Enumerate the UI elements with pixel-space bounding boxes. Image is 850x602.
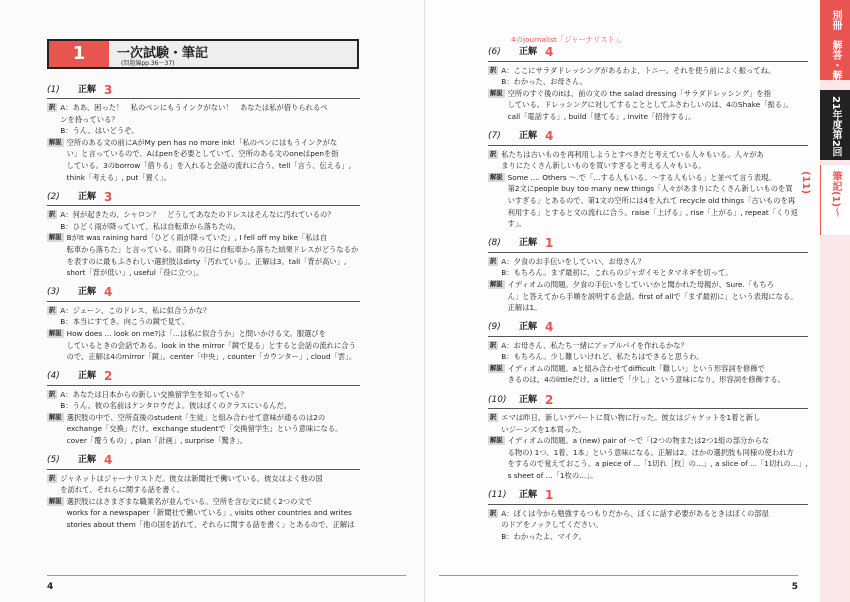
question-number: (9) (488, 322, 501, 333)
question-number: (5) (47, 455, 60, 466)
question-block (47, 190, 360, 286)
explanation-text (67, 232, 360, 278)
explanation-text-line: ので、正解は4のmirror「鏡」。center「中央」, counter「カウンター」, cloud「雲」。 (66, 352, 357, 362)
explanation-text-line: 空所のすぐ後のitは、前の文の the salad dressing「サラダドレッシング」を指 (507, 88, 771, 98)
chapter-number: 1 (49, 41, 109, 67)
translation-row (488, 65, 808, 88)
translation-text-line: A：ああ、困った！ 私のペンにもうインクがない！ あなたは私が借りられるペ (60, 103, 328, 112)
translation-row (47, 473, 360, 496)
question-header (47, 83, 360, 99)
answer-number: 4 (545, 45, 554, 60)
explanation-text-line: cover「覆うもの」, plan「計画」, surprise「驚き」。 (66, 436, 248, 446)
explanation-row (488, 279, 808, 314)
question-block (488, 46, 808, 130)
explanation-text-line: exchange「交換」だけ。exchange studentで「交換留学生」という意味になる。 (66, 424, 343, 434)
translation-text-line: A：ぼくは今から勉強するつもりだから、ぼくに話す必要があるときはぼくの部屋 (501, 508, 769, 518)
translation-text (60, 102, 360, 137)
explanation-tag: 解説 (490, 280, 503, 288)
translation-tag: 訳 (490, 257, 497, 265)
right-column (488, 34, 808, 549)
explanation-text (508, 363, 808, 386)
question-block (488, 393, 808, 489)
chapter-header (47, 39, 359, 69)
spacer (47, 447, 360, 454)
answer-number: 4 (104, 285, 113, 300)
explanation-text (508, 435, 808, 481)
translation-row (488, 412, 808, 435)
translation-row (47, 389, 360, 412)
explanation-tag: 解説 (490, 89, 503, 97)
translation-text-line: A：お母さん、私たち一緒にアップルパイを作れるかな？ (501, 340, 688, 350)
question-number: (3) (47, 287, 60, 298)
explanation-text-line: Some .... Others 〜.で「…する人もいる。〜する人もいる」と並べて言う表現。 (507, 172, 776, 182)
explanation-row (488, 363, 808, 386)
translation-row (488, 340, 808, 363)
answer-number: 4 (104, 453, 113, 468)
answer-number: 4 (545, 129, 554, 144)
explanation-text-line: 第2文にpeople buy too many new things「人々があまりにたくさん新しいものを買 (507, 184, 793, 194)
explanation-text-line: How does ... look on me?は「…は私に似合うか」と問いかける文。服選びを (66, 328, 327, 338)
question-number: (7) (488, 131, 501, 142)
question-block (47, 370, 360, 454)
translation-tag: 訳 (49, 390, 56, 398)
chapter-title: 一次試験・筆記 (117, 46, 209, 61)
question-block (488, 489, 808, 550)
translation-row (47, 102, 360, 137)
translation-text-line: A：ここにサラダドレッシングがあるわよ、トニー。それを使う前によく振ってね。 (501, 65, 776, 75)
answer-label: 正解 (78, 191, 97, 202)
question-block (488, 130, 808, 237)
footer-rule (47, 575, 406, 576)
explanation-row (47, 412, 360, 447)
translation-text-line: のドアをノックしてください。 (501, 520, 603, 530)
translation-text-line: いジーンズを1本買った。 (501, 424, 586, 434)
translation-text (60, 473, 360, 496)
translation-tag: 訳 (490, 66, 497, 74)
explanation-tag: 解説 (49, 329, 62, 337)
translation-text-line: 私たちは古いものを再利用しようとすべきだと考えている人々もいる。人々があ (501, 149, 764, 159)
page-number-left: 4 (47, 582, 54, 592)
explanation-row (488, 435, 808, 481)
explanation-text (67, 496, 360, 531)
translation-text (60, 389, 360, 412)
translation-text-line: ジャネットはジャーナリストだ。彼女は新聞社で働いている。彼女はよく他の国 (60, 473, 323, 483)
spacer (488, 386, 808, 393)
translation-text (501, 412, 808, 435)
explanation-text-line: s sheet of ...「1枚の…」。 (507, 471, 598, 481)
explanation-tag: 解説 (490, 173, 503, 181)
translation-text-line: B：ひどく雨が降っていて、私は自転車から落ちたの。 (60, 221, 240, 231)
question-header (488, 130, 808, 146)
question-header (488, 46, 808, 62)
answer-number: 3 (104, 82, 113, 97)
translation-text-line: エマは昨日、新しいデパートに買い物に行った。彼女はジャケットを1着と新し (501, 413, 761, 423)
question-block (47, 454, 360, 538)
spacer (488, 482, 808, 489)
spacer (47, 363, 360, 370)
question-block (47, 83, 360, 190)
explanation-text-line: ん」と答えてから手順を説明する会話。first of allで「まず最初に」という表現になる。 (507, 291, 798, 301)
explanation-text (508, 279, 808, 314)
spacer (488, 230, 808, 237)
spacer (47, 531, 360, 538)
right-page (425, 0, 850, 602)
explanation-text-line: している。3のborrow「借りる」を入れると会話の流れに合う。tell「言う、伝える」, (66, 160, 351, 170)
translation-row (488, 256, 808, 279)
translation-text-line: B：もちろん。まず最初に、これらのジャガイモとタマネギを切って。 (501, 268, 733, 278)
explanation-text (67, 412, 360, 447)
translation-text-line: B：うん、はいどうぞ。 (60, 126, 139, 136)
translation-tag: 訳 (49, 211, 56, 219)
translation-text-line: B：もちろん。少し難しいけれど、私たちはできると思うわ。 (501, 352, 704, 362)
explanation-text (508, 172, 808, 230)
translation-text (501, 508, 808, 543)
question-header (47, 370, 360, 386)
question-block (488, 321, 808, 393)
explanation-text-line: stories about them「他の国を訪れて、それらに関する話を書く」とあるので、正解は (66, 520, 355, 530)
translation-text (60, 209, 360, 232)
explanation-text-line: イディオムの問題。aと組み合わせてdifficult「難しい」という形容詞を修飾で (507, 363, 765, 373)
spacer (488, 314, 808, 321)
translation-tag: 訳 (490, 150, 497, 158)
translation-text-line: A：ジェーン、このドレス、私に似合うかな？ (60, 305, 211, 315)
translation-tag: 訳 (49, 306, 56, 314)
explanation-row (47, 137, 360, 183)
spacer (488, 542, 808, 549)
explanation-row (47, 232, 360, 278)
translation-text-line: B：わかった、お母さん。 (501, 77, 588, 87)
question-header (488, 321, 808, 337)
answer-number: 2 (104, 369, 113, 384)
spacer (47, 183, 360, 190)
explanation-row (488, 172, 808, 230)
footer-rule (439, 575, 798, 576)
answer-label: 正解 (78, 84, 97, 95)
answer-number: 2 (545, 392, 554, 407)
side-tab-book: 別冊 解答・解説 (820, 0, 850, 80)
translation-row (47, 305, 360, 328)
question-number: (4) (47, 371, 60, 382)
chapter-subtitle: (問題編pp.36〜37) (121, 60, 175, 67)
explanation-text-line: をするので覚えておこう。a piece of ...「1切れ［枚］の…」, a slice of ...「1切れの…」, (507, 459, 808, 469)
translation-tag: 訳 (49, 474, 56, 482)
explanation-text-line: think「考える」, put「置く」。 (66, 172, 172, 182)
spacer (47, 279, 360, 286)
explanation-row (488, 88, 808, 123)
explanation-text-line: 空所のある文の前にAがMy pen has no more ink!「私のペンにはもうインクがな (66, 137, 338, 147)
explanation-tag: 解説 (490, 364, 503, 372)
explanation-text-line: い」と言っているので、Aはpenを必要としていて、空所のある文のoneはpenを指 (66, 149, 339, 159)
explanation-tag: 解説 (49, 497, 62, 505)
explanation-text (67, 137, 360, 183)
translation-row (488, 149, 808, 172)
explanation-text-line: 正解は1。 (507, 303, 542, 313)
translation-text-line: A：何が起きたの、シャロン？ どうしてあなたのドレスはそんなに汚れているの？ (60, 210, 335, 220)
explanation-tag: 解説 (49, 138, 62, 146)
explanation-text-line: BがIt was raining hard「ひどく雨が降っていた」, I fell off my bike「私は自 (66, 233, 328, 243)
answer-label: 正解 (519, 47, 538, 58)
translation-text-line: まりにたくさん新しいものを買いすぎると考える人々もいる。 (501, 161, 706, 171)
spacer (488, 123, 808, 130)
side-tab-exam: 21年度第2回 (820, 90, 850, 160)
explanation-tag: 解説 (49, 234, 62, 242)
translation-row (47, 209, 360, 232)
explanation-text-line: しているときの会話である。look in the mirror「鏡で見る」とすると会話の流れに合う (66, 340, 356, 350)
translation-row (488, 508, 808, 543)
translation-text-line: B：わかったよ、マイク。 (501, 531, 586, 541)
translation-text-line: B：うん。彼の名前はケンタロウだよ。彼はぼくのクラスにいるんだ。 (60, 401, 292, 411)
translation-tag: 訳 (49, 104, 56, 111)
answer-label: 正解 (78, 455, 97, 466)
answer-number: 4 (545, 320, 554, 335)
answer-number: 1 (545, 236, 554, 251)
explanation-text (508, 88, 808, 123)
translation-text (501, 256, 808, 279)
explanation-text-line: short「背が低い」, useful「役に立つ」。 (66, 268, 204, 278)
explanation-row (47, 496, 360, 531)
explanation-text-line: call「電話する」, build「建てる」, invite「招待する」。 (507, 111, 696, 121)
explanation-text-line: works for a newspaper「新聞社で働いている」, visits other countries and writes (66, 508, 352, 518)
explanation-tag: 解説 (49, 413, 62, 421)
translation-text (60, 305, 360, 328)
question-header (47, 454, 360, 470)
translation-tag: 訳 (490, 414, 497, 422)
question-header (47, 190, 360, 206)
question-number: (8) (488, 238, 501, 249)
question-number: (6) (488, 47, 501, 58)
explanation-row (47, 328, 360, 363)
answer-number: 3 (104, 189, 113, 204)
explanation-text-line: イディオムの問題。夕食の手伝いをしていいかと聞かれた母親が、Sure.「もちろ (507, 279, 775, 289)
explanation-text (67, 328, 360, 363)
answer-label: 正解 (78, 371, 97, 382)
question-number: (2) (47, 191, 60, 202)
answer-label: 正解 (519, 394, 538, 405)
page-number-right: 5 (791, 582, 798, 592)
left-column (47, 83, 360, 538)
answer-label: 正解 (78, 287, 97, 298)
answer-label: 正解 (519, 131, 538, 142)
translation-tag: 訳 (490, 509, 497, 517)
answer-number: 1 (545, 488, 554, 503)
translation-text-line: A：あなたは日本からの新しい交換留学生を知っている？ (60, 389, 248, 399)
translation-text (501, 65, 808, 88)
translation-text (501, 149, 808, 172)
explanation-text-line: 選択肢の中で、空所直後のstudent「生徒」と組み合わせて意味が通るのは2の (66, 412, 326, 422)
question-number: (10) (488, 394, 507, 405)
answer-label: 正解 (519, 238, 538, 249)
question-number: (11) (488, 490, 507, 501)
explanation-text-line: している。ドレッシングに対してすることとしてふさわしいのは、4のShake「振る」。 (507, 100, 794, 110)
explanation-text-line: 転車から落ちた」と言っている。雨降りの日に自転車から落ちた結果ドレスがどうなるか (66, 244, 359, 254)
question-header (488, 393, 808, 409)
explanation-text-line: る物の) 1つ、1着、1本」という意味になる。正解は2。ほかの選択肢も同様の使われ方 (507, 447, 794, 457)
side-tab-section: 筆記(1)〜(11) (820, 165, 850, 235)
question-header (488, 237, 808, 253)
translation-tag: 訳 (490, 341, 497, 349)
question-block (47, 286, 360, 370)
explanation-tag: 解説 (490, 437, 503, 445)
explanation-text-line: 選択肢にはさまざまな職業名が並んでいる。空所を含む文に続く2つの文で (66, 496, 313, 506)
explanation-text-line: きるのは、4のlittleだけ。a littleで「少し」という意味になり、形容詞を修飾する。 (507, 375, 785, 385)
translation-text (501, 340, 808, 363)
question-block (488, 237, 808, 321)
question-header (488, 489, 808, 505)
answer-label: 正解 (519, 490, 538, 501)
carry-over-text: 4のjournalist「ジャーナリスト」。 (511, 35, 626, 44)
explanation-text-line: いすぎる」とあるので、第1文の空所には4を入れて recycle old things「古いものを再 (507, 195, 796, 205)
explanation-text-line: を表すのに最もふさわしい選択肢はdirty「汚れている」。正解は3。tall「背が高い」, (66, 256, 347, 266)
question-header (47, 286, 360, 302)
explanation-text-line: 利用する」とすると文の流れに合う。raise「上げる」, rise「上がる」, repeat「くり返す」。 (507, 207, 798, 229)
translation-text-line: ンを持っている？ (60, 114, 119, 124)
question-number: (1) (47, 84, 60, 95)
translation-text-line: A：夕食のお手伝いをしていい、お母さん？ (501, 256, 645, 266)
translation-text-line: を訪れて、それらに関する話を書く。 (60, 485, 185, 495)
answer-label: 正解 (519, 322, 538, 333)
explanation-text-line: イディオムの問題。a (new) pair of 〜で「(2つの物または2つ1組の部分からな (507, 436, 770, 446)
translation-text-line: B：本当にすてき。向こうの鏡で見て。 (60, 317, 190, 327)
